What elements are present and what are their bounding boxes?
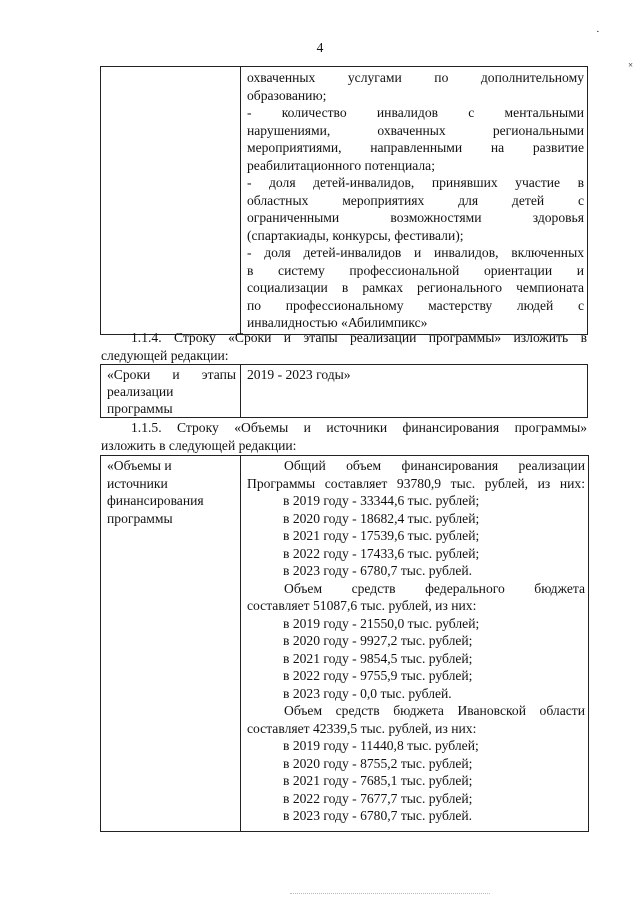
indicator-line: - доля детей-инвалидов и инвалидов, включенных — [247, 245, 584, 260]
indicator-line: охваченных услугами по дополнительному — [247, 70, 584, 85]
terms-label-cell — [101, 365, 241, 418]
funding-label-cell — [101, 456, 241, 832]
funding-value-cell — [241, 456, 589, 832]
paragraph-line: 1.1.5. Строку «Объемы и источники финансирования программы» — [131, 420, 587, 435]
funding-line: в 2023 году - 6780,7 тыс. рублей. — [283, 808, 473, 823]
funding-label-line: «Объемы и — [107, 458, 172, 473]
indicator-line: (спартакиады, конкурсы, фестивали); — [247, 227, 464, 243]
edge-mark: × — [628, 60, 634, 70]
funding-line: в 2021 году - 9854,5 тыс. рублей; — [283, 650, 473, 666]
indicator-line: социализации в рамках регионального чемпионата — [247, 280, 584, 295]
indicator-line: - количество инвалидов с ментальными — [247, 105, 584, 120]
funding-line: Общий объем финансирования реализации — [284, 458, 585, 473]
indicators-value-cell — [241, 67, 588, 335]
indicator-line: в систему профессиональной ориентации и — [247, 262, 584, 278]
indicators-table — [100, 66, 588, 335]
paragraph-line: 1.1.4. Строку «Сроки и этапы реализации программы» изложить в — [131, 330, 587, 345]
paragraph-line: следующей редакции: — [101, 347, 229, 363]
funding-line: составляет 42339,5 тыс. рублей, из них: — [247, 720, 477, 736]
page-number: 4 — [316, 40, 324, 55]
funding-line: в 2023 году - 0,0 тыс. рублей. — [283, 685, 452, 701]
funding-table — [100, 455, 589, 832]
funding-line: составляет 51087,6 тыс. рублей, из них: — [247, 598, 477, 613]
terms-table — [100, 364, 588, 418]
funding-line: в 2023 году - 6780,7 тыс. рублей. — [283, 563, 473, 578]
terms-label-line: реализации — [107, 384, 174, 399]
funding-label-line: программы — [107, 510, 173, 526]
indicators-label-cell — [101, 67, 241, 335]
indicator-line: по профессиональному мастерству людей с — [247, 297, 584, 313]
indicator-line: - доля детей-инвалидов, принявших участие в — [247, 175, 584, 190]
funding-label-line: источники — [107, 475, 168, 491]
funding-line: в 2020 году - 9927,2 тыс. рублей; — [283, 633, 473, 648]
funding-line: Программы составляет 93780,9 тыс. рублей, из них: — [247, 475, 585, 491]
paragraph-1-1-4 — [101, 329, 587, 364]
funding-line: Объем средств федерального бюджета — [284, 580, 585, 596]
funding-line: в 2021 году - 7685,1 тыс. рублей; — [283, 773, 473, 788]
terms-value: 2019 - 2023 годы» — [247, 367, 351, 382]
indicator-line: образованию; — [247, 87, 327, 103]
funding-line: в 2022 году - 7677,7 тыс. рублей; — [283, 790, 473, 806]
funding-line: в 2022 году - 9755,9 тыс. рублей; — [283, 668, 473, 683]
funding-line: в 2019 году - 33344,6 тыс. рублей; — [283, 493, 480, 508]
terms-label-line: программы — [107, 401, 173, 416]
terms-value-cell — [241, 365, 588, 418]
funding-line: в 2021 году - 17539,6 тыс. рублей; — [283, 528, 480, 543]
paragraph-1-1-5 — [101, 419, 587, 454]
paragraph-line: изложить в следующей редакции: — [101, 437, 297, 453]
funding-line: в 2019 году - 11440,8 тыс. рублей; — [283, 738, 479, 753]
funding-label-line: финансирования — [107, 493, 204, 508]
indicator-line: реабилитационного потенциала; — [247, 157, 435, 173]
indicator-line: ограниченными возможностями здоровья — [247, 210, 584, 225]
funding-line: в 2020 году - 18682,4 тыс. рублей; — [283, 510, 480, 526]
indicator-line: мероприятиями, направленными на развитие — [247, 140, 584, 155]
funding-line: Объем средств бюджета Ивановской области — [284, 703, 585, 718]
funding-line: в 2020 году - 8755,2 тыс. рублей; — [283, 755, 473, 771]
indicator-line: нарушениями, охваченных региональными — [247, 122, 584, 138]
footer-scan-artifact — [290, 893, 490, 900]
indicator-line: инвалидностью «Абилимпикс» — [247, 315, 428, 330]
terms-label-line: «Сроки и этапы — [107, 367, 236, 382]
indicator-line: областных мероприятиях для детей с — [247, 192, 584, 208]
funding-line: в 2019 году - 21550,0 тыс. рублей; — [283, 615, 480, 631]
corner-mark: · — [596, 26, 600, 38]
funding-line: в 2022 году - 17433,6 тыс. рублей; — [283, 545, 480, 561]
